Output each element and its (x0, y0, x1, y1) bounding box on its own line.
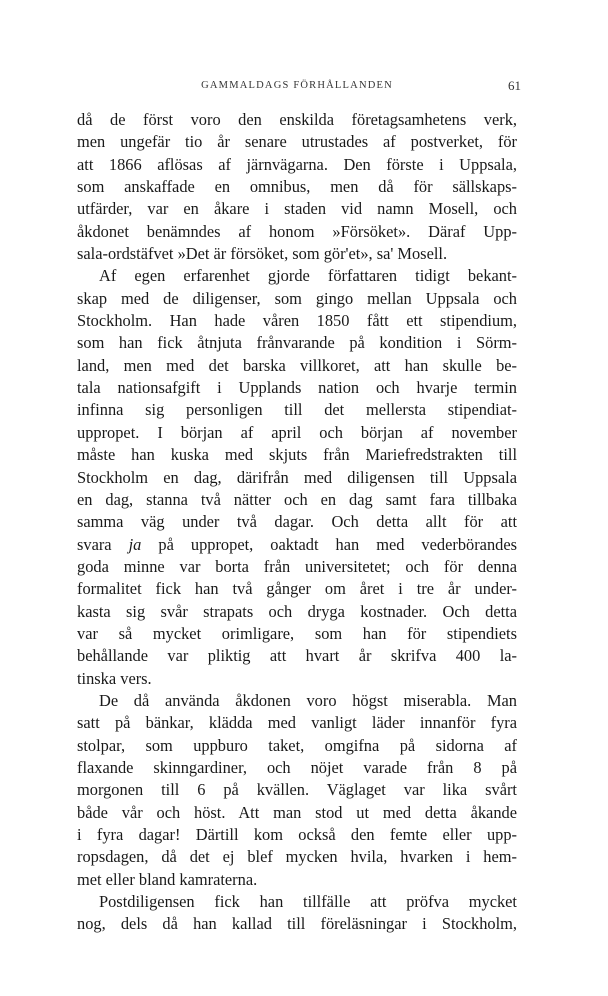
text-line: Stockholm. Han hade våren 1850 fått ett stipendium, (77, 311, 517, 331)
text-line: i fyra dagar! Därtill kom också den femte eller upp- (77, 825, 517, 844)
text-line: met eller bland kamraterna. (77, 869, 258, 889)
text-line: kasta sig svår strapats och dryga kostnader. Och detta (77, 601, 517, 621)
text-line: satt på bänkar, klädda med vanligt läder innanför fyra (77, 713, 517, 733)
text-line: infinna sig personligen till det mellersta stipendiat- (77, 400, 517, 420)
text-line: formalitet fick han två gånger om året i tre år under- (77, 579, 517, 599)
text-line: att 1866 aflösas af järnvägarna. Den förste i Uppsala, (77, 154, 517, 174)
running-title: GAMMALDAGS FÖRHÅLLANDEN (201, 80, 393, 91)
text-line: sala-ordstäfvet »Det är försöket, som gör'et», sa' Mosell. (77, 244, 448, 264)
text-line: åkdonet benämndes af honom »Försöket». Däraf Upp- (77, 221, 517, 241)
text-line: Stockholm en dag, därifrån med diligensen till Uppsala (77, 467, 517, 487)
text-line: flaxande skinngardiner, och nöjet varade från 8 på (77, 757, 517, 777)
text-line: en dag, stanna två nätter och en dag samt fara tillbaka (77, 489, 517, 509)
page-number: 61 (508, 78, 521, 93)
text-line: Af egen erfarenhet gjorde författaren tidigt bekant- (99, 266, 517, 286)
text-line: ropsdagen, då det ej blef mycken hvila, hvarken i hem- (77, 847, 517, 867)
text-line: De då använda åkdonen voro högst miserabla. Man (99, 690, 517, 710)
emphasized-word: ja (128, 534, 142, 554)
text-line: då de först voro den enskilda företagsamhetens verk, (77, 110, 517, 129)
text-line: utfärder, var en åkare i staden vid namn Mosell, och (77, 199, 517, 219)
text-line: nog, dels då han kallad till föreläsningar i Stockholm, (77, 914, 517, 934)
text-segment: på uppropet, oaktadt han med vederbörandes (158, 534, 518, 554)
text-line: tinska vers. (77, 668, 152, 688)
text-line-with-emphasis (77, 534, 517, 556)
text-line: uppropet. I början af april och början af november (77, 422, 517, 442)
text-line: samma väg under två dagar. Och detta allt för att (77, 512, 517, 532)
text-segment: svara (77, 534, 129, 554)
text-line: tala nationsafgift i Upplands nation och hvarje termin (77, 378, 517, 398)
text-line: goda minne var borta från universitetet; och för denna (77, 556, 517, 576)
text-line: stolpar, som uppburo taket, omgifna på sidorna af (77, 735, 517, 755)
text-line: som han fick åtnjuta frånvarande på kondition i Sörm- (77, 333, 517, 353)
text-line: morgonen till 6 på kvällen. Väglaget var lika svårt (77, 780, 517, 800)
text-line: som anskaffade en omnibus, men då för sällskaps- (77, 177, 517, 197)
running-head (77, 78, 521, 96)
text-line: land, men med det barska villkoret, att han skulle be- (77, 355, 517, 375)
text-line: både vår och höst. Att man stod ut med detta åkande (77, 802, 517, 822)
text-line: Postdiligensen fick han tillfälle att pröfva mycket (99, 892, 517, 912)
text-line: men ungefär tio år senare utrustades af postverket, för (77, 132, 517, 152)
text-line: måste han kuska med skjuts från Mariefredstrakten till (77, 445, 517, 465)
body-text (77, 109, 517, 936)
text-line: skap med de diligenser, som gingo mellan Uppsala och (77, 288, 517, 308)
text-line: var så mycket orimligare, som han för stipendiets (77, 623, 517, 643)
text-line: behållande var pliktig att hvart år skrifva 400 la- (77, 646, 517, 666)
